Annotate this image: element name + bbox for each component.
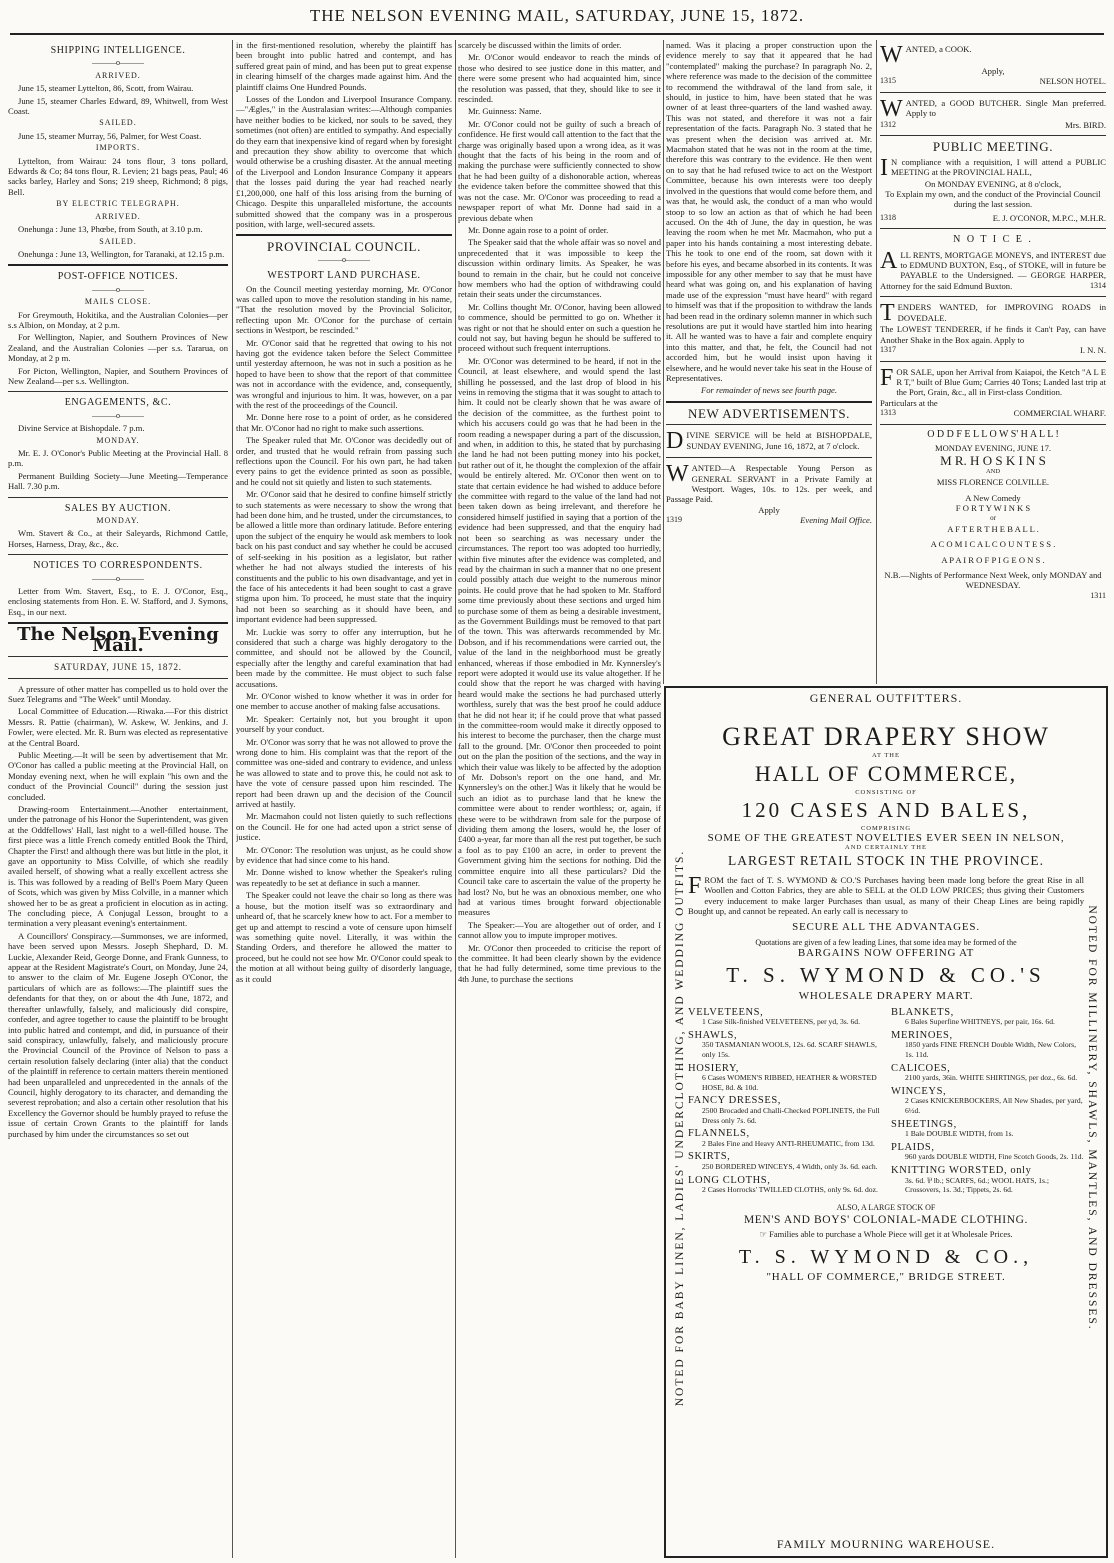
tenders-ad <box>880 302 1106 355</box>
article-paragraph: Mr. Donne wished to know whether the Speaker's ruling was repeatedly to be set at defiance in such a manner. <box>236 867 452 888</box>
ketch-for-sale-ad <box>880 364 1106 419</box>
article-paragraph: The Speaker:—You are altogether out of order, and I cannot allow you to impute improper motives. <box>458 919 661 941</box>
item-cap: L <box>688 1174 696 1186</box>
ad-mens-clothing: MEN'S AND BOYS' COLONIAL-MADE CLOTHING. <box>743 1213 1029 1226</box>
item-cap: C <box>891 1062 899 1074</box>
article-paragraph: A Councillors' Conspiracy.—Summonses, we are informed, have been served upon Messrs. Joseph Shephard, D. M. Luckie, Alexander Reid, George Donne, and Frank Gunness, to appear at the Resident Magistrate's Court, on Monday, June 24, to answer to the claim of Mr. Eugene Joseph O'Conor, the particulars of which are as follows:—The plaintiff sues the defendants for that they, on or about the 4th June, 1872, and thereafter unlawfully, falsely, and maliciously did conspire, confeder, and agree together to cause the plaintiff to be brought into public hatred and contempt, and did, in pursuance of their said conspiracy, unlawfully, falsely, and maliciously procure the Provincial Council of the Province of Nelson to pass a certain resolution falsely declaring (inter alia) that the conduct of the plaintiff in reference to certain matters therein mentioned had been unparalleled and unprecedented in the annals of the Council, highly derogatory to its character, and demanding the severest reprobation; and also a certain other resolution that his Excellency the Governor should be humbly prayed to refuse the issue of certain Crown Grants to the plaintiff for lands purchased by him under the circumstances so set out <box>8 930 228 1139</box>
mails-heading: MAILS CLOSE. <box>84 297 152 307</box>
item-detail: 6 Bales Superfine WHITNEYS, per pair, 16s. 6d. <box>905 1017 1055 1027</box>
divider <box>8 678 228 679</box>
ornament: ———o——— <box>92 284 144 294</box>
article-paragraph: The Speaker could not leave the chair so long as there was a house, but the motion itself was so extraordinary and unheard of, that he scarcely knew how to act. For a member to get up and attempt to rescind a vote of censure upon himself was something quite novel. Literally, it was within the Standing Orders, and therefore he allowed the matter to proceed, but he could not see how Mr. O'Conor could speak to the motion at all without being guilty of disorderly language, as it could <box>236 890 452 984</box>
tel-arrived-text: Onehunga : June 13, Phœbe, from South, at 3.10 p.m. <box>18 224 203 235</box>
item-title: HEETINGS, <box>897 1118 957 1130</box>
ad-apply: Apply <box>758 504 780 515</box>
column-4 <box>666 40 872 682</box>
divider <box>880 228 1106 229</box>
ad-number: 1314 <box>1090 280 1106 290</box>
ornament: ———o——— <box>92 58 144 68</box>
ad-wymond-footer: T. S. WYMOND & CO., <box>738 1245 1034 1268</box>
ad-left-vertical-text: NOTED FOR BABY LINEN, LADIES' UNDERCLOTHING, AND WEDDING OUTFITS. <box>674 849 686 1407</box>
arrival-item: June 15, steamer Charles Edward, 89, Whitwell, from West Coast. <box>8 95 228 117</box>
ad-bargains: BARGAINS NOW OFFERING AT <box>797 946 975 959</box>
article-paragraph: Losses of the London and Liverpool Insurance Company.—"Ægles," in the Australasian writes:—Although companies have neither bodies to be kicked, nor souls to be saved, they sometimes (not often) are entitled to sympathy. And especially do they earn that inexpensive kind of regard when by foresight and precaution they show ability to overcome that which would otherwise be a crushing disaster. At the annual meeting of the Liverpool and London Insurance Company it appears that the losses paid during the year had reached nearly £1,200,000, one half of this loss arising from the burning of Chicago. Despite this unparalleled misfortune, the accounts submitted showed that the company was in a prosperous position, with large, well-secured assets. <box>236 94 452 229</box>
ad-small-caption: AND CERTAINLY THE <box>845 844 927 851</box>
item-detail: 2500 Brocaded and Challi-Checked POPLINETS, the Full Dress only 7s. 6d. <box>702 1105 880 1125</box>
ad-small-caption: AT THE <box>872 752 900 759</box>
price-item <box>688 1152 881 1171</box>
item-title: INCEYS, <box>901 1085 947 1097</box>
ornament: ———o——— <box>92 573 144 583</box>
price-item <box>688 1096 881 1125</box>
ad-note: N.B.—Nights of Performance Next Week, only MONDAY and WEDNESDAY. <box>884 570 1102 591</box>
ad-text: ANTED—A Respectable Young Person as GENERAL SERVANT in a Private Family at Westport. Wages, 10s. to 12s. per week, and Passage Paid. <box>666 463 872 505</box>
paper-title: The Nelson Evening Mail. <box>17 624 219 656</box>
ornament: ———o——— <box>92 410 144 420</box>
ad-text: ANTED, a COOK. <box>905 44 972 54</box>
article-paragraph: Mr. Donne again rose to a point of order. <box>468 224 609 235</box>
ad-and: AND <box>985 467 1001 475</box>
article-paragraph: scarcely be discussed within the limits of order. <box>458 40 622 50</box>
ad-text: IVINE SERVICE will be held at BISHOPDALE, SUNDAY EVENING, June 16, 1872, at 7 o'clock. <box>686 430 872 451</box>
ad-text: The LOWEST TENDERER, if he finds it Can't Pay, can have Another Shake in the Box again. Apply to <box>880 324 1106 345</box>
divider <box>666 457 872 458</box>
ad-particulars: Particulars at the <box>880 397 938 408</box>
imports-heading: IMPORTS. <box>95 143 141 153</box>
ornament: ———o——— <box>318 254 370 264</box>
article-paragraph: Mr. Speaker: Certainly not, but you brought it upon yourself by your conduct. <box>236 713 452 735</box>
ad-also: ALSO, A LARGE STOCK OF <box>836 1202 936 1212</box>
column-5 <box>880 40 1106 682</box>
council-heading: PROVINCIAL COUNCIL. <box>267 239 421 255</box>
ad-play: A F T E R T H E B A L L . <box>947 523 1039 534</box>
item-title: ANCY DRESSES, <box>693 1095 782 1107</box>
divider <box>880 296 1106 297</box>
ad-when: MONDAY EVENING, JUNE 17. <box>934 442 1052 453</box>
sales-heading: SALES BY AUCTION. <box>64 502 172 514</box>
ad-apply: Apply, <box>981 66 1005 76</box>
item-title: ONG CLOTHS, <box>695 1174 771 1186</box>
drop-cap: W <box>666 461 689 488</box>
divider <box>880 92 1106 93</box>
ad-name: I. N. N. <box>1079 345 1106 356</box>
column-rule <box>232 40 233 1558</box>
ad-mart: WHOLESALE DRAPERY MART. <box>798 989 974 1002</box>
ad-number: 1315 <box>880 76 896 86</box>
ad-bottom-banner: FAMILY MOURNING WAREHOUSE. <box>776 1537 996 1551</box>
ad-office: Evening Mail Office. <box>800 515 872 526</box>
engagement-item: Permanent Building Society—June Meeting—Temperance Hall. 7.30 p.m. <box>8 470 228 492</box>
item-title: LANKETS, <box>898 1006 954 1018</box>
price-item <box>891 1143 1084 1162</box>
ad-hall: HALL OF COMMERCE, <box>754 761 1018 786</box>
tel-sailed-text: Onehunga : June 13, Wellington, for Taranaki, at 12.15 p.m. <box>18 248 225 259</box>
drop-cap: T <box>880 300 895 327</box>
remainder-note: For remainder of news see fourth page. <box>701 385 837 396</box>
item-detail: 2 Cases Horrocks' TWILLED CLOTHS, only 9s. 6d. doz. <box>702 1185 878 1195</box>
item-detail: 350 TASMANIAN WOOLS, 12s. 6d. SCARF SHAWLS, only 15s. <box>702 1040 877 1059</box>
notices-heading: NOTICES TO CORRESPONDENTS. <box>33 560 203 572</box>
rents-notice-ad <box>880 247 1106 292</box>
item-detail: 250 BORDERED WINCEYS, 4 Width, only 3s. 6d. each. <box>702 1161 878 1171</box>
ad-number: 1311 <box>1090 590 1106 600</box>
article-paragraph: named. Was it placing a proper construction upon the evidence merely to say that it appeared that he had "contemplated" making the purchase? In paragraph No. 2, where reference was made to the decision of the committee to recommend the withdrawal of the land from sale, it should, in justice to him, have been stated that he was owner of at least three-quarters of the land washed away. This was not stated, and therefore it was not a fair representation of the facts. Paragraph No. 3 stated that he was present when the decision was arrived at. Mr. Macmahon stated that he was not in the room at the time, therefore this was contrary to the evidence. He then went on to say that he had refused twice to act on the Westport Committee, because his own interests were too deeply involved in the questions that would come before them, and was that, he would ask, the conduct of a man who would stoop to so low an action as that of which he had been accused. On the 4th of June, the day in question, he was leaving the room when he met Mr. Macmahon, who put a paper into his hands containing a most interesting debate. This he took to one end of the room, sat down with it before his eyes, and became absorbed in its contents. It was impossible for any other member to say that he must have heard what was going on, and his explanation of having made use of the expression "must have heard" with regard to himself was that if the proposition to withdraw the lands had been read in the ordinary solemn manner in which such resolutions are put it would have startled him into hearing it. All he wanted was to have a fair and complete enquiry into this matter, and that, he felt, the Council had not accorded him, but he would insist upon having it elsewhere, and he would never take his seat in the House of Representatives. <box>666 40 872 383</box>
drop-cap: A <box>880 247 898 274</box>
article-paragraph: On the Council meeting yesterday morning, Mr. O'Conor was called upon to move the resolution standing in his name, "That the resolution moved by the Provincial Solicitor, reflecting upon Mr. O'Conor for the purchase of certain sections in Westport, be rescinded." <box>236 283 452 336</box>
ad-play: A C O M I C A L C O U N T E S S . <box>930 539 1056 550</box>
article-paragraph: A pressure of other matter has compelled us to hold over the Suez Telegrams and "The Week" until Monday. <box>8 683 228 704</box>
ad-largest: LARGEST RETAIL STOCK IN THE PROVINCE. <box>728 853 1044 868</box>
divider <box>8 391 228 392</box>
divider <box>666 424 872 425</box>
divider <box>8 497 228 498</box>
mail-item: For Greymouth, Hokitika, and the Australian Colonies—per s.s Albion, on Monday, at 2 p.m. <box>8 309 228 330</box>
ad-play: F O R T Y W I N K S <box>955 502 1031 513</box>
ad-or: or <box>990 514 996 523</box>
ad-text: N compliance with a requisition, I will attend a PUBLIC MEETING at the PROVINCIAL HALL, <box>891 156 1106 178</box>
ad-comedy: A New Comedy <box>965 492 1021 503</box>
item-cap: K <box>891 1164 900 1176</box>
engagement-item: Divine Service at Bishopdale. 7 p.m. <box>18 423 145 434</box>
ad-place: NELSON HOTEL. <box>1039 76 1106 87</box>
divine-service-ad <box>666 428 872 455</box>
public-meeting-ad <box>880 154 1106 224</box>
ad-body <box>688 708 1084 1532</box>
public-meeting-heading: PUBLIC MEETING. <box>932 139 1054 155</box>
oddfellows-hall-ad <box>880 430 1106 602</box>
item-cap: V <box>688 1006 697 1018</box>
price-item <box>688 1176 881 1195</box>
divider <box>8 656 228 657</box>
article-paragraph: Mr. O'Conor said that he regretted that owing to his not having got the evidence taken before the Select Committee until yesterday afternoon, he was not in such a position as he hoped to have been to show that the report of that committee was not in accordance with the evidence, and, consequently, was wrongful and injurious to him. It was, however, on a par with the rest of the proceedings of the Council. <box>236 337 452 410</box>
engagement-item: Mr. E. J. O'Conor's Public Meeting at the Provincial Hall. 8 p.m. <box>8 448 228 469</box>
price-item <box>891 1008 1084 1027</box>
divider <box>666 401 872 403</box>
engagement-day: MONDAY. <box>96 435 140 445</box>
post-office-heading: POST-OFFICE NOTICES. <box>57 271 179 283</box>
article-paragraph: Drawing-room Entertainment.—Another entertainment, under the patronage of his Honor the Superintendent, was given at the Oddfellows' Hall, last night to a well-filled house. The first piece was a little French comedy entitled Book the Third, Chapter the First! and although there was but little in the plot, it gave an opportunity to Miss Colville, of which she readily availed herself, of showing what a really excellent actress she is. This was followed by a reading of Bell's Poem Mary Queen of Scots, which was given by Miss Colville, in a manner which showed her to be as great a proficient in elocution as in acting. The concluding piece, A Conjugal Lesson, brought to a termination a very pleasant evening's entertainment. <box>8 803 228 929</box>
item-title: HAWLS, <box>694 1029 738 1041</box>
item-detail: 6 Cases WOMEN'S RIBBED, HEATHER & WORSTED HOSE, 8d. & 10d. <box>702 1073 877 1092</box>
ad-when: On MONDAY EVENING, at 8 o'clock, <box>924 178 1062 189</box>
arrived-heading: ARRIVED. <box>95 70 141 80</box>
ad-title: ENDERS WANTED, for IMPROVING ROADS in DOVEDALE. <box>897 302 1106 323</box>
item-detail: 1 Bale DOUBLE WIDTH, from 1s. <box>905 1129 1014 1139</box>
ad-text: ANTED, a GOOD BUTCHER. Single Man preferred. Apply to <box>905 97 1106 119</box>
ad-address: "HALL OF COMMERCE," BRIDGE STREET. <box>766 1270 1006 1283</box>
item-detail: 2 Bales Fine and Heavy ANTI-RHEUMATIC, from 13d. <box>702 1138 875 1148</box>
item-detail: 2 Cases KNICKERBOCKERS, All New Shades, per yard, 6½d. <box>905 1096 1083 1115</box>
ad-top-banner: GENERAL OUTFITTERS. <box>809 691 963 705</box>
price-item <box>891 1087 1084 1116</box>
column-rule <box>663 40 664 684</box>
ad-performer: M R. H O S K I N S <box>940 453 1046 469</box>
masthead-rule <box>10 33 1104 35</box>
item-title: ALICOES, <box>898 1062 951 1074</box>
divider <box>8 554 228 555</box>
divider <box>880 135 1106 136</box>
column-3 <box>458 40 661 1558</box>
item-cap: W <box>891 1085 902 1097</box>
drop-cap: I <box>880 154 888 181</box>
price-item <box>688 1064 881 1093</box>
new-ads-heading: NEW ADVERTISEMENTS. <box>687 405 851 421</box>
item-title: OSIERY, <box>696 1062 739 1074</box>
item-title: LAIDS, <box>897 1141 935 1153</box>
article-paragraph: in the first-mentioned resolution, whereby the plaintiff has been brought into public hatred and contempt, and has suffered great pain of mind, and has been put to great expense in clearing himself of the charges made against him. And the plaintiff claims One Hundred Pounds. <box>236 40 452 92</box>
price-item <box>891 1064 1084 1083</box>
ad-cases: 120 CASES AND BALES, <box>741 798 1031 822</box>
drop-cap: D <box>666 428 684 455</box>
ad-number: 1312 <box>880 119 896 129</box>
ad-secure: SECURE ALL THE ADVANTAGES. <box>792 920 980 933</box>
ad-number: 1313 <box>880 408 896 418</box>
price-item <box>688 1008 881 1027</box>
divider <box>880 424 1106 425</box>
price-item <box>688 1031 881 1060</box>
telegraph-heading: BY ELECTRIC TELEGRAPH. <box>56 199 180 209</box>
ad-text: OR SALE, upon her Arrival from Kaiapoi, the Ketch "A L E R T," built of Blue Gum; Carries 40 Tons; Landed last trip at the Port, Grain, &c., all in First-class Condition. <box>896 366 1106 398</box>
article-paragraph: Mr. Collins thought Mr. O'Conor, having been allowed to commence, should be permitted to go on. Whether it was right or not that he should enter on such a question he could not say, but having begun he should be suffered to proceed without such frequent interruptions. <box>458 301 661 354</box>
notice-heading: N O T I C E . <box>953 234 1033 246</box>
divider <box>236 234 452 236</box>
sailed-heading: SAILED. <box>99 118 137 128</box>
price-item <box>688 1129 881 1148</box>
arrival-item: June 15, steamer Lyttelton, 86, Scott, from Wairau. <box>18 83 194 94</box>
article-paragraph: Mr. O'Conor was determined to be heard, if not in the Council, at least elsewhere, and would spend the last shilling he possessed, and the last drop of blood in his veins in removing the stigma that it was sought to attach to him. It could not be clearly shown that he was aware of the decision of the committee, as the furthest point to which his accusers could go was that he had been in the room reading a newspaper during a part of the discussion, and when, in addition to this, he stated that by purchasing the land he had not been putting money into his pocket, but rather out of it, he thought the complexion of the affair would be entirely altered. Mr. O'Conor then went on to state that certain evidence he had wished to adduce before the committee with regard to the value of the land had not been taken down as being irrelevant, and therefore he considered himself justified in saying that a portion of the evidence had been suppressed, and that the enquiry had not been so searching as was necessary under the circumstances. The report too was adopted too hurriedly, within five minutes after the evidence was completed, and read by the chairman in such a manner that no one present could possibly attach due weight to the numerous minor points. He could prove that he had spoken to Mr. Stafford some time previously about these sections and urged him to purchase some of them as being a desirable investment, as the Government Buildings must be removed to that part of the town. This was afterwards recommended by Mr. Dobson, and if his recommendations were carried out, the value of the land in the neighborhood must be greatly enhanced, whereas if those embodied in Mr. Kynnersley's report were adopted it would use its value altogether. If he could show that the report he was charged with having heard would make the sections he had purchased utterly worthless, surely that was the best proof he could adduce that he did not hear it; if he could prove that what passed in the committee-room would make it directly opposed to his interest to become the purchaser, then the charge must fall to the ground. [Mr. O'Conor then proceeded to point out on the plan the position of the sections, and the way in which their value was likely to be affected by the adoption of Mr. Dobson's report on the one hand, and Mr. Kynnersley's on the other.] Was it likely that he would be such an idiot as to purchase land that he knew the committee were about to render worthless; or, again, if these were to be withdrawn from sale for the purpose of dividing them among the losers, would he, the loser of £400 a-year, far more than all the rest put together, be such a fool as to pay £100 an acre, in order to prevent the Government giving him the sections for nothing. Did the committee enquire into all these particulars? Did the Council take care to ascertain the value of the property he had lost? No, but he was an obnoxious member, one who had at various times brought forward objectionable measures <box>458 355 661 918</box>
ad-families: ☞ Families able to purchase a Whole Piece will get it at Wholesale Prices. <box>759 1228 1013 1239</box>
article-paragraph: The Speaker ruled that Mr. O'Conor was decidedly out of order, and trusted that he would refrain from passing such reflections upon the Council. For his own part, he had taken every pains to get the evidence printed as soon as possible, and he could not sit quietly and listen to such statements. <box>236 435 452 487</box>
engagements-heading: ENGAGEMENTS, &C. <box>64 397 172 409</box>
council-subheading: WESTPORT LAND PURCHASE. <box>267 270 421 282</box>
item-cap: B <box>891 1006 899 1018</box>
ad-place: COMMERCIAL WHARF. <box>1013 408 1106 419</box>
column-rule <box>455 40 456 1558</box>
item-title: ELVETEENS, <box>696 1006 764 1018</box>
tel-arrived-heading: ARRIVED. <box>95 211 141 221</box>
notice-item: Letter from Wm. Stavert, Esq., to E. J. O'Conor, Esq., enclosing statements from Hon. E. W. Stafford, and J. Symons, Esq., in our next. <box>8 586 228 617</box>
drapery-advertisement <box>664 686 1108 1558</box>
article-paragraph: Mr. O'Conor was sorry that he was not allowed to prove the wrong done to him. His complaint was that the report of the committee was one-sided and contrary to evidence, and unless he was allowed to state and to prove this, he could not ask to have the vote of censure passed upon him rescinded. The report had been drawn up and the decision of the Council arrived at hastily. <box>236 736 452 810</box>
item-cap: F <box>688 1128 695 1140</box>
article-paragraph: Mr. O'Conor: The resolution was unjust, as he could show by evidence that had since come to his hand. <box>236 844 452 866</box>
paper-date: SATURDAY, JUNE 15, 1872. <box>54 662 182 673</box>
ad-right-vertical-text: NOTED FOR MILLINERY, SHAWLS, MANTLES, AND DRESSES. <box>1086 905 1098 1331</box>
article-paragraph: Mr. Macmahon could not listen quietly to such reflections on the Council. He for one had acted upon a strict sense of justice. <box>236 811 452 843</box>
price-list-right <box>891 1008 1084 1199</box>
drop-cap: F <box>688 873 702 899</box>
item-cap: M <box>891 1029 901 1041</box>
article-paragraph: Mr. O'Conor said that he desired to confine himself strictly to such statements as were necessary to show the wrong that had been done him, and he trusted, under the circumstances, to be allowed a little more than ordinary latitude. Before entering upon the subject of the enquiry he would ask members to look back on his past conduct and say whether he could be accused of self-seeking in his position as a legislator, but rather whether he had not always studied the interests of his constituents and the public to his own disadvantage, and yet in the face of his antecedents it had been sought to cast a grave stigma upon him. To proceed, he must state that the inquiry had not been so searching as it should have been, and important evidence had been suppressed. <box>236 489 452 625</box>
item-detail: 1850 yards FINE FRENCH Double Width, New Colors, 1s. 11d. <box>905 1040 1077 1059</box>
ad-small-caption: COMPRISING <box>860 825 912 832</box>
item-title: KIRTS, <box>694 1151 731 1163</box>
ad-name: E. J. O'CONOR, M.P.C., M.H.R. <box>992 212 1106 223</box>
item-cap: S <box>891 1118 898 1130</box>
drop-cap: W <box>880 42 903 68</box>
ad-text: LL RENTS, MORTGAGE MONEYS, and INTEREST due to EDMUND BUXTON, Esq., of STOKE, will in future be PAYABLE to the Undersigned. — GEORGE HARPER, Attorney for the said Edmund Buxton. <box>880 249 1106 291</box>
tel-sailed-heading: SAILED. <box>99 236 137 246</box>
price-item <box>891 1120 1084 1139</box>
item-cap: H <box>688 1062 697 1074</box>
ad-body-text <box>688 875 1084 917</box>
drop-cap: W <box>880 95 903 122</box>
column-rule <box>876 40 877 684</box>
ad-paragraph: ROM the fact of T. S. WYMOND & CO.'S Purchases having been made long before the great Rise in all Woollen and Cotton Fabrics, they are able to SELL at the OLD LOW PRICES; thus giving their Customers every inducement to make larger Purchases than usual, as many of their Cheap Lines are being rapidly Bought up, and cannot be repeated. An early call is necessary to <box>688 875 1084 917</box>
mail-item: For Wellington, Napier, and Southern Provinces of New Zealand, and the Australian Colonies —per s.s. Tararua, on Monday, at 2 p m. <box>8 332 228 364</box>
drop-cap: F <box>880 364 894 391</box>
divider <box>8 264 228 266</box>
ad-title: O D D F E L L O W S' H A L L ! <box>927 428 1059 440</box>
item-title: LANNELS, <box>694 1128 750 1140</box>
article-paragraph: Mr. Donne here rose to a point of order, as he considered that Mr. O'Conor had no right to make such assertions. <box>236 412 452 433</box>
ad-performer: MISS FLORENCE COLVILLE. <box>936 477 1050 488</box>
item-detail: 3s. 6d. ⅌ lb.; SCARFS, 6d.; WOOL HATS, 1s.; Crossovers, 1s. 3d.; Tippets, 2s. 6d. <box>905 1175 1050 1195</box>
article-paragraph: Mr. O'Conor would endeavor to reach the minds of those who desired to see justice done in this matter, and there were some present who had acquainted him, since the resolution was passed, that they, should like to see it rescinded. <box>458 52 661 105</box>
ad-headline: GREAT DRAPERY SHOW <box>722 722 1050 751</box>
price-list-left <box>688 1008 881 1199</box>
article-paragraph: The Speaker said that the whole affair was so novel and unprecedented that it was impossible to keep the discussion within ordinary limits. As Speaker, he was bound to remain in the chair, but he could not conceive how members who had the option of withdrawing could retain their seats under the circumstances. <box>458 237 661 300</box>
sales-item: Wm. Stavert & Co., at their Saleyards, Richmond Cattle, Horses, Harness, Dray, &c., &c. <box>8 528 228 549</box>
article-paragraph: Local Committee of Education.—Riwaka.—For this district Messrs. R. Pattie (chairman), W. Askew, W. Jenkins, and J. Fowler, were elected. Mr. R. Burn was elected as representative at the Central Board. <box>8 706 228 748</box>
item-cap: P <box>891 1141 898 1153</box>
article-paragraph: Mr. O'Conor wished to know whether it was in order for one member to accuse another of making false accusations. <box>236 690 452 712</box>
butcher-wanted-ad <box>880 95 1106 130</box>
item-cap: S <box>688 1151 695 1163</box>
ad-number: 1317 <box>880 345 896 355</box>
cook-wanted-ad <box>880 44 1106 87</box>
article-paragraph: Public Meeting.—It will be seen by advertisement that Mr. O'Conor has called a public meeting at the Provincial Hall, on Monday evening next, when he will explain "his own and the conduct of the Provincial Council" during the session just concluded. <box>8 749 228 802</box>
column-1 <box>8 40 228 1558</box>
ad-novelties: SOME OF THE GREATEST NOVELTIES EVER SEEN IN NELSON, <box>707 832 1065 844</box>
item-title: NITTING WORSTED, only <box>899 1164 1032 1176</box>
item-cap: F <box>688 1095 694 1107</box>
item-detail: 2100 yards, 36in. WHITE SHIRTINGS, per doz., 6s. 6d. <box>905 1073 1078 1083</box>
column-2 <box>236 40 452 1558</box>
item-title: ERINOES, <box>900 1029 953 1041</box>
ad-why: To Explain my own, and the conduct of the Provincial Council during the last session. <box>885 189 1101 210</box>
item-detail: 1 Case Silk-finished VELVETEENS, per yd, 3s. 6d. <box>702 1017 860 1027</box>
item-cap: S <box>688 1029 695 1041</box>
ad-price-list <box>688 1008 1084 1199</box>
article-paragraph: Mr. O'Conor then proceeded to criticise the report of the committee. It had been clearly shown by the evidence that he had fully determined, some time previous to the 4th June, to purchase the sections <box>458 942 661 984</box>
ad-wymond: T. S. WYMOND & CO.'S <box>726 962 1046 987</box>
mail-item: For Picton, Wellington, Napier, and Southern Provinces of New Zealand—per s.s. Wellington. <box>8 365 228 386</box>
imports-text: Lyttelton, from Wairau: 24 tons flour, 3 tons pollard, Edwards & Co; 84 tons flour, R. Levien; 21 bags peas, Paul; 46 sacks barley, Harley and Sons; 219 sheep, Richmond; 8 pigs, Bell. <box>8 155 228 197</box>
article-paragraph: Mr. O'Conor could not be guilty of such a breach of confidence. He first would call attention to the fact that the charge was originally based upon a wrong idea, as it was thought that the facts of his being in the room and of making the purchase were sufficiently connected to show that he had been guilty of a dishonorable action, whereas the evidence taken before the committee showed that this was not the case. Mr. O'Conor was proceeding to read a newspaper report of what Mr. Donne had said in a previous debate when <box>458 118 661 223</box>
masthead: THE NELSON EVENING MAIL, SATURDAY, JUNE 15, 1872. <box>309 6 805 25</box>
ad-name: Mrs. BIRD. <box>1065 119 1106 130</box>
servant-wanted-ad <box>666 463 872 525</box>
item-detail: 960 yards DOUBLE WIDTH, Fine Scotch Goods, 2s. 11d. <box>905 1152 1084 1162</box>
price-item <box>891 1166 1084 1195</box>
shipping-heading: SHIPPING INTELLIGENCE. <box>50 45 186 56</box>
ad-play: A P A I R O F P I G E O N S . <box>941 554 1045 565</box>
sailed-item: June 15, steamer Murray, 56, Palmer, for West Coast. <box>18 130 202 141</box>
divider <box>880 361 1106 362</box>
article-paragraph: Mr. Luckie was sorry to offer any interruption, but he considered that such a charge was highly derogatory to the committee, and should not be allowed by the Council, especially after the lengthy and careful examination that had been made by the committee. He must object to such false accusations. <box>236 626 452 689</box>
ad-number: 1318 <box>880 212 896 222</box>
ad-number: 1319 <box>666 515 682 525</box>
ad-small-caption: CONSISTING OF <box>855 789 917 796</box>
article-paragraph: Mr. Guinness: Name. <box>468 106 542 117</box>
ad-quotations: Quotations are given of a few leading Lines, that some idea may be formed of the <box>755 937 1017 947</box>
sales-day: MONDAY. <box>96 516 140 526</box>
price-item <box>891 1031 1084 1060</box>
